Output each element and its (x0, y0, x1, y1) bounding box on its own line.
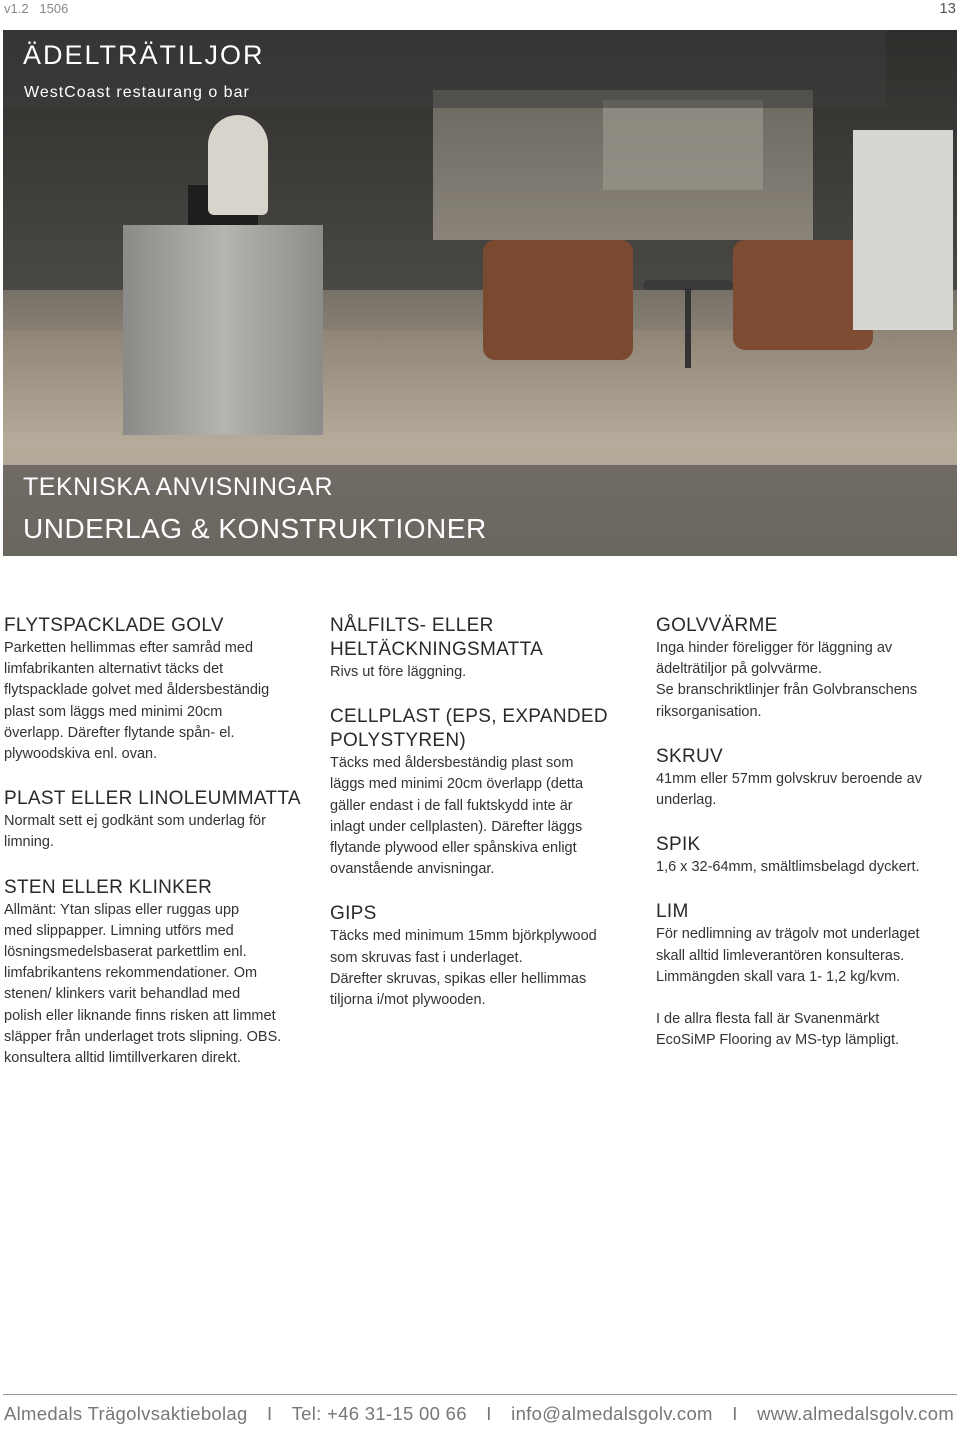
section-text: Täcks med minimum 15mm björkplywood som skruvas fast i underlaget. Därefter skruvas, spikas eller hellimmas tiljorna i/mot plywooden. (330, 928, 597, 1009)
section-text: 41mm eller 57mm golvskruv beroende av underlag. (656, 770, 922, 809)
hero-photo (3, 30, 957, 556)
section-text: 1,6 x 32-64mm, smältlimsbelagd dyckert. (656, 859, 920, 876)
section-text: Rivs ut före läggning. (330, 664, 467, 680)
section-text: Inga hinder föreligger för läggning av ädelträtiljor på golvvärme. Se branschriktlinjer från Golvbranschens riksorganisation. (656, 640, 918, 720)
section-title: LIM (656, 901, 689, 923)
page-title: ÄDELTRÄTILJOR (23, 40, 265, 70)
section-text: Täcks med åldersbeständig plast som läggs med minimi 20cm överlapp (detta gäller endast i de fall fuktskydd inte är inlagt under cellplasten). Därefter läggs flytande plywood eller spånskiva enligt ovanstående anvisningar. (330, 755, 584, 878)
section-title: SPIK (656, 834, 701, 856)
section-title: CELLPLAST (EPS, EXPANDED POLYSTYREN) (330, 706, 608, 752)
footer-divider (3, 1394, 957, 1395)
page-subtitle: WestCoast restaurang o bar (24, 84, 250, 101)
title-band (3, 30, 886, 108)
section-title: GIPS (330, 903, 377, 925)
column-1 (4, 614, 304, 1069)
footer-web-link[interactable]: www.almedalsgolv.com (757, 1403, 955, 1424)
section-heading: TEKNISKA ANVISNINGAR (23, 473, 334, 501)
version-label: v1.2 1506 (4, 1, 69, 16)
footer-separator: I (267, 1403, 273, 1424)
section-title: PLAST ELLER LINOLEUMMATTA (4, 788, 301, 810)
section-text: Parketten hellimmas efter samråd med limfabrikanten alternativt täcks det flytspacklade golvet med åldersbeständig plast som läggs med minimi 20cm överlapp. Därefter flytande spån- el. plywoodskiva enl. ovan. (4, 640, 270, 763)
section-title: GOLVVÄRME (656, 615, 778, 636)
section-title: NÅLFILTS- ELLER HELTÄCKNINGSMATTA (330, 615, 544, 660)
footer (4, 1403, 954, 1425)
column-2 (330, 614, 630, 1011)
footer-separator: I (732, 1403, 738, 1424)
section-title: STEN ELLER KLINKER (4, 876, 213, 898)
section-title: SKRUV (656, 745, 723, 767)
section-text: Allmänt: Ytan slipas eller ruggas upp med slippapper. Limning utförs med lösningsmedelsbaserat parkettlim enl. limfabrikantens rekommendationer. Om stenen/ klinkers varit behandlad med polish eller liknande finns risken att limmet släpper från underlaget trots slipning. OBS. konsultera alltid limtillverkaren direkt. (4, 901, 282, 1067)
heading-band (3, 465, 957, 556)
footer-separator: I (486, 1403, 492, 1424)
section-subheading: UNDERLAG & KONSTRUKTIONER (23, 513, 487, 544)
section-title: FLYTSPACKLADE GOLV (4, 615, 224, 636)
page-number: 13 (939, 0, 956, 17)
section-text: För nedlimning av trägolv mot underlaget skall alltid limleverantören konsulteras. Limmängden skall vara 1- 1,2 kg/kvm. I de allra flesta fall är Svanenmärkt EcoSiMP Flooring av MS-typ lämpligt. (656, 926, 920, 1049)
column-3 (656, 614, 956, 1052)
footer-email-link[interactable]: info@almedalsgolv.com (511, 1403, 713, 1424)
section-text: Normalt sett ej godkänt som underlag för limning. (4, 813, 266, 851)
footer-phone: Tel: +46 31-15 00 66 (291, 1403, 467, 1424)
footer-company: Almedals Trägolvsaktiebolag (4, 1403, 248, 1424)
